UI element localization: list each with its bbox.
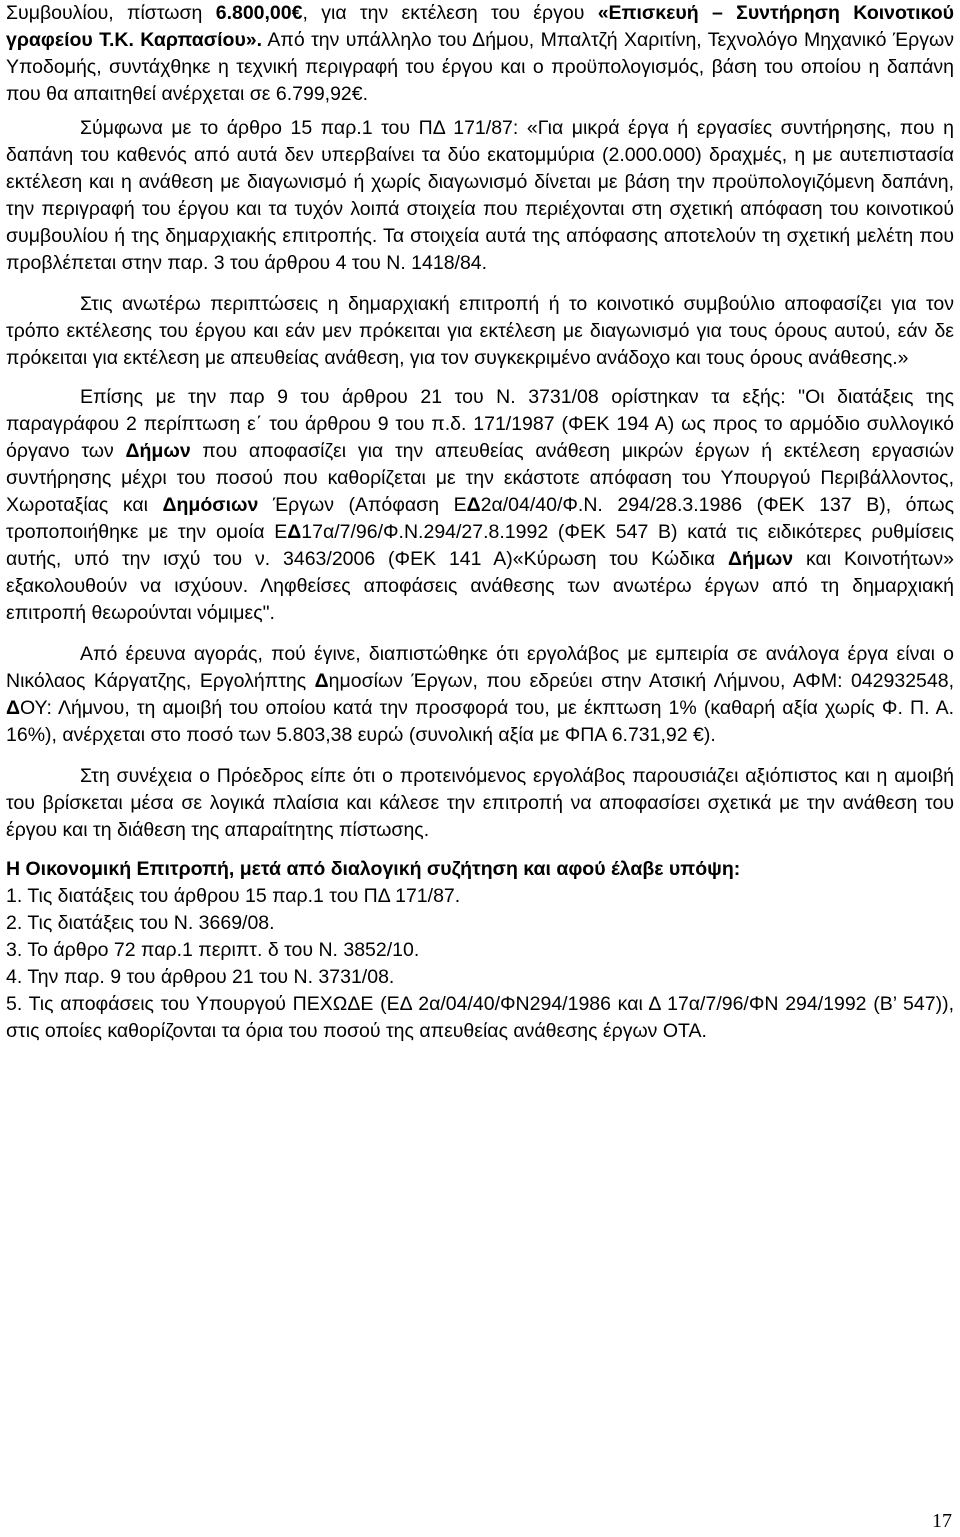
text-run: 17α/7/96/Φ.Ν.294/27.8.1992 (ΦΕΚ 547 Β) κατά τις ειδικότερες ρυθμίσεις αυτής, υπό την ισχύ του ν. 3463/2006 (ΦΕΚ 141 Α)«Κύρωση του Κώδικα [6, 521, 954, 570]
euro-sign: € [291, 2, 303, 24]
bold-term: Δ [466, 494, 481, 516]
text-run: . [362, 83, 369, 105]
paragraph-law-article-15 [6, 115, 954, 277]
bold-term: Δ [287, 521, 302, 543]
text-run: Από την υπάλληλο του Δήμου, Μπαλτζή Χαριτίνη, Τεχνολόγο Μηχανικό Έργων Υποδομής, συντάχθηκε η τεχνική περιγραφή του έργου και ο προϋπολογισμός, βάση του οποίου η δαπάνη που θα απαιτηθεί ανέρχεται σε [6, 29, 954, 105]
document-body [6, 0, 954, 1045]
text-run: , για την εκτέλεση του έργου [302, 2, 598, 24]
euro-sign: € [693, 724, 704, 746]
text-run: ). [703, 724, 716, 746]
list-item: 2. Τις διατάξεις του Ν. 3669/08. [6, 912, 275, 934]
budget-amount: 6.799,92 [275, 83, 352, 105]
text-run: Έργων (Απόφαση Ε [258, 494, 467, 516]
list-item: 1. Τις διατάξεις του άρθρου 15 παρ.1 του ΠΔ 171/87. [6, 885, 461, 907]
text-run: που αποφασίζει για την απευθείας ανάθεση μικρών έργων ή εκτέλεση εργασιών συντήρησης μέχρι του ποσού που καθορίζεται με την εκάστοτε απόφαση του Υπουργού Περιβάλλοντος, Χωροταξίας και [6, 440, 954, 516]
text-run: Από έρευνα αγοράς, πού έγινε, διαπιστώθηκε ότι εργολάβος με εμπειρία σε ανάλογα έργα είναι ο Νικόλαος Κάργατζης, Εργολήπτης [6, 643, 954, 692]
text-run: Στις ανωτέρω περιπτώσεις η δημαρχιακή επιτροπή ή το κοινοτικό συμβούλιο αποφασίζει για τον τρόπο εκτέλεσης του έργου και εάν μεν πρόκειται για εκτέλεση με διαγωνισμό για τους όρους αυτού, εάν δε πρόκειται για εκτέλεση με απευθείας ανάθεση, για τον συγκεκριμένο ανάδοχο και τους όρους ανάθεσης.» [6, 293, 954, 369]
bold-term: Δημόσιων [162, 494, 259, 516]
page-number: 17 [932, 1510, 952, 1532]
list-item: 4. Την παρ. 9 του άρθρου 21 του Ν. 3731/08. [6, 966, 395, 988]
text-run: 2α/04/40/Φ.Ν. 294/28.3.1986 (ΦΕΚ 137 Β), όπως τροποποιήθηκε με την ομοία Ε [6, 494, 955, 543]
credit-amount [216, 2, 303, 24]
committee-heading [6, 856, 954, 883]
list-item: 5. Τις αποφάσεις του Υπουργού ΠΕΧΩΔΕ (ΕΔ 2α/04/40/ΦΝ294/1986 και Δ 17α/7/96/ΦΝ 294/1992 (Β’ 547)), στις οποίες καθορίζονται τα όρια του ποσού της απευθείας ανάθεσης έργων ΟΤΑ. [6, 993, 954, 1042]
bold-term: Δήμων [125, 440, 191, 462]
paragraph-project-intro [6, 0, 954, 108]
paragraph-president-proposal [6, 763, 954, 844]
paragraph-law-3731 [6, 384, 954, 627]
paragraph-market-research [6, 641, 954, 749]
text-run: Σύμφωνα με το άρθρο 15 παρ.1 του ΠΔ 171/87: «Για μικρά έργα ή εργασίες συντήρησης, που η δαπάνη του καθενός από αυτά δεν υπερβαίνει τα δύο εκατομμύρια (2.000.000) δραχμές, η με αυτεπιστασία εκτέλεση και η ανάθεση με διαγωνισμό ή χωρίς διαγωνισμό δίνεται με βάση την προϋπολογιζόμενη δαπάνη, την περιγραφή του έργου και τα τυχόν λοιπά στοιχεία που περιέχονται στη σχετική απόφαση του κοινοτικού συμβουλίου ή της δημαρχιακής επιτροπής. Τα στοιχεία αυτά της απόφασης αποτελούν τη σχετική μελέτη που προβλέπεται στην παρ. 3 του άρθρου 4 του Ν. 1418/84. [6, 117, 954, 274]
project-title: «Επισκευή – Συντήρηση Κοινοτικού γραφείου Τ.Κ. Καρπασίου». [6, 2, 954, 51]
text-run: 6.800,00 [215, 2, 292, 24]
heading-text: Η Οικονομική Επιτροπή, μετά από διαλογική συζήτηση και αφού έλαβε υπόψη: [6, 858, 741, 880]
list-item: 3. Το άρθρο 72 παρ.1 περιπτ. δ του Ν. 3852/10. [6, 939, 420, 961]
text-run: Συμβουλίου, πίστωση [6, 2, 216, 24]
text-run: ΟΥ: Λήμνου, τη αμοιβή του οποίου κατά την προσφορά του, με έκπτωση 1% (καθαρή αξία χωρίς Φ. Π. Α. 16%), ανέρχεται στο ποσό των 5.803,38 ευρώ (συνολική αξία με ΦΠΑ 6.731,92 [6, 697, 954, 746]
text-run: και Κοινοτήτων» εξακολουθούν να ισχύουν. Ληφθείσες αποφάσεις ανάθεσης των ανωτέρω έργων από τη δημαρχιακή επιτροπή θεωρούνται νόμιμες". [6, 548, 954, 624]
text-run: ημοσίων Έργων, που εδρεύει στην Ατσική Λήμνου, ΑΦΜ: 042932548, [328, 670, 954, 692]
considerations-list [6, 883, 954, 1045]
text-run: Στη συνέχεια ο Πρόεδρος είπε ότι ο προτεινόμενος εργολάβος παρουσιάζει αξιόπιστος και η αμοιβή του βρίσκεται μέσα σε λογικά πλαίσια και κάλεσε την επιτροπή να αποφασίσει σχετικά με την ανάθεση του έργου και τη διάθεση της απαραίτητης πίστωσης. [6, 765, 954, 841]
bold-term: Δ [314, 670, 329, 692]
paragraph-decision-procedure [6, 291, 954, 372]
text-run: Επίσης με την παρ 9 του άρθρου 21 του Ν. 3731/08 ορίστηκαν τα εξής: "Οι διατάξεις της παραγράφου 2 περίπτωση ε΄ του άρθρου 9 του π.δ. 171/1987 (ΦΕΚ 194 Α) ως προς το αρμόδιο συλλογικό όργανο των [6, 386, 954, 462]
bold-term: Δ [6, 697, 21, 719]
bold-term: Δήμων [727, 548, 794, 570]
euro-sign: € [351, 83, 363, 105]
